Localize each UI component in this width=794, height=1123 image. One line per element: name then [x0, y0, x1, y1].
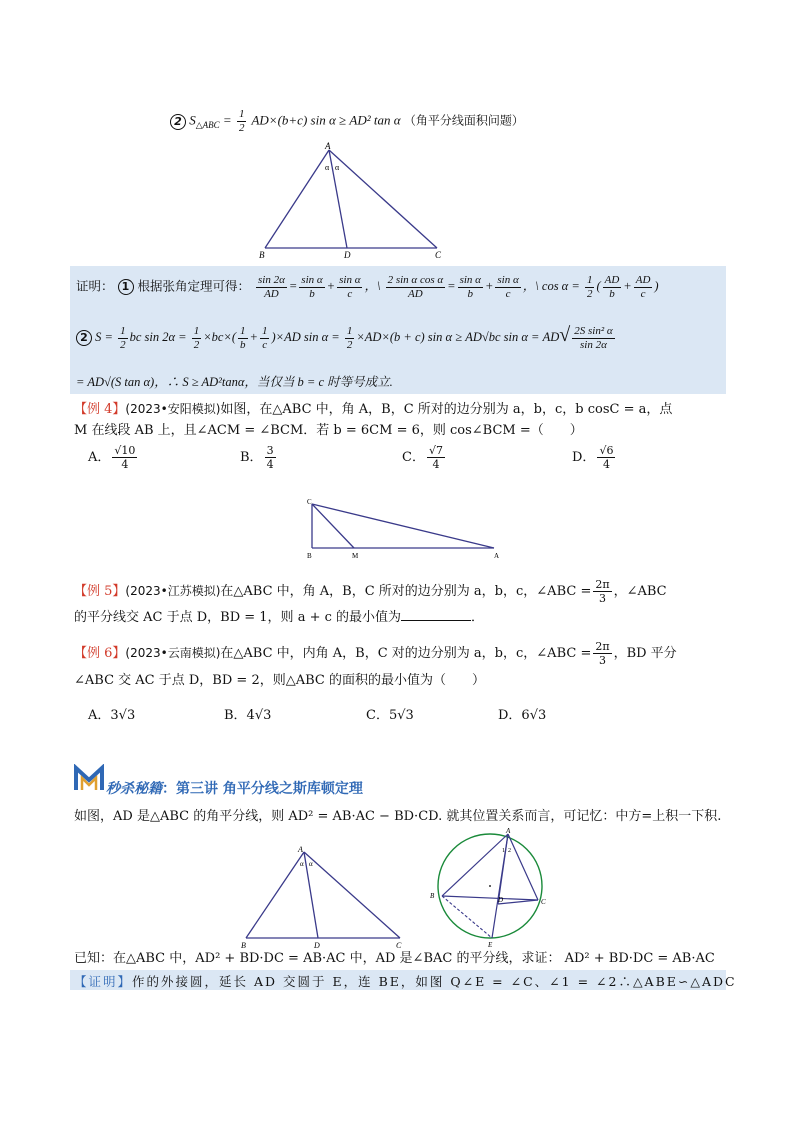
option-a-6[interactable]: A．3√3: [88, 708, 136, 723]
proof-line-1: 证明： 1 根据张角定理可得： $\frac{\sin 2\alpha}{AD}$ = $\frac{\text{sin α}}{b}$ + $\frac{\text{sin α}}{c}$ ，\ $\frac{\text{2 sin α cos α}}{AD}$ = $\frac{\text{sin α}}{b}$ + $\frac{\text{sin α}}{c}$ ，\ cos α = $\frac{1}{2}$ ( $\frac{AD}{b}$ + $\frac{AD}{c}$ ): [76, 274, 659, 300]
triangle-bisector-figure-2: [238, 840, 410, 952]
half-fraction: $\frac{1}{2}$: [238, 108, 245, 134]
option-b-6[interactable]: B．4√3: [224, 708, 272, 723]
option-c-6[interactable]: C．5√3: [366, 708, 414, 723]
example-4-line-2: M 在线段 AB 上，且∠ACM = ∠BCM．若 b = 6CM = 6，则 cos∠BCM =（ ）: [74, 423, 583, 438]
label-alpha-l3: α: [300, 860, 304, 868]
label-A3: A: [298, 845, 303, 854]
triangle-cm-figure: [302, 496, 508, 564]
label-A2: A: [494, 552, 500, 560]
proof-box: [70, 266, 726, 394]
label-A4: A: [506, 827, 511, 835]
option-a[interactable]: A． $\frac{√10}{4}$: [88, 444, 136, 471]
label-alpha-right: α: [335, 163, 340, 172]
label-C3: C: [396, 941, 402, 950]
label-D: D: [344, 250, 351, 260]
stewart-proof-band: [70, 970, 737, 990]
label-B: B: [259, 250, 265, 260]
example-6-options: [88, 704, 648, 724]
circled-one-icon: 1: [118, 279, 134, 295]
example-4-options: [88, 444, 728, 480]
area-formula: 2 $S_{\triangle ABC}$ = $\frac{1}{2}$ AD×(b+c) sin α ≥ AD² tan α （角平分线面积问题）: [170, 108, 524, 135]
label-C: C: [435, 250, 442, 260]
example-5-line-1: 【例 5】(2023•江苏模拟)在△ABC 中，角 A，B，C 所对的边分别为 a，b，c，∠ABC = $\frac{2\pi}{3}$ ，∠ABC: [74, 578, 667, 605]
option-b[interactable]: B． $\frac{3}{4}$: [240, 444, 274, 471]
section-title-text: 秒杀秘籍：第三讲 角平分线之斯库顿定理: [106, 781, 363, 797]
label-alpha-left: α: [325, 163, 330, 172]
option-c[interactable]: C． $\frac{√7}{4}$: [402, 444, 443, 471]
stewart-proof-line: 【证明】作的外接圆，延长 AD 交圆于 E，连 BE，如图 Q∠E = ∠C、∠1 = ∠2∴△ABE∽△ADC: [74, 974, 737, 989]
label-two: 2: [508, 848, 511, 854]
stewart-given: 已知：在△ABC 中，AD² + BD·DC = AB·AC 中，AD 是∠BAC 的平分线，求证： AD² + BD·DC = AB·AC: [74, 951, 715, 966]
label-E4: E: [488, 941, 493, 949]
stewart-intro: 如图，AD 是△ABC 的角平分线，则 AD² = AB·AC − BD·CD. 就其位置关系而言，可记忆：中方=上积一下积.: [74, 809, 722, 824]
circled-two-icon-proof: 2: [76, 330, 92, 346]
circled-two-icon: 2: [170, 114, 186, 130]
label-D3: D: [314, 941, 320, 950]
label-B3: B: [241, 941, 246, 950]
label-C4: C: [541, 898, 546, 906]
example-5-line-2: 的平分线交 AC 于点 D，BD = 1，则 a + c 的最小值为 ．: [74, 610, 485, 625]
circumcircle-figure: [426, 826, 556, 950]
label-B4: B: [430, 892, 435, 900]
example-6-line-2: ∠ABC 交 AC 于点 D，BD = 2，则△ABC 的面积的最小值为（ ）: [74, 673, 485, 688]
label-alpha-r3: α: [309, 860, 313, 868]
option-d[interactable]: D． $\frac{√6}{4}$: [572, 444, 614, 471]
label-C2: C: [307, 498, 312, 506]
example-4-line-1: 【例 4】(2023•安阳模拟)如图，在△ABC 中，角 A，B，C 所对的边分别为 a，b，c，b cosC = a，点: [74, 402, 673, 417]
brand-logo-icon: [74, 764, 104, 792]
label-B2: B: [307, 552, 312, 560]
label-one: 1: [502, 848, 505, 854]
proof-line-2: 2 S = $\frac{1}{2}$ bc sin 2α = $\frac{1}{2}$ ×bc×( $\frac{1}{b}$ + $\frac{1}{c}$ )×AD sin α = $\frac{1}{2}$ ×AD×(b + c) sin α ≥ AD√bc sin α = AD√ $\frac{\text{2S sin² α}}{\sin 2\alpha}$: [76, 324, 617, 352]
answer-blank[interactable]: [401, 608, 471, 621]
label-M2: M: [352, 552, 359, 560]
label-D4: D: [498, 896, 504, 904]
example-6-line-1: 【例 6】(2023•云南模拟)在△ABC 中，内角 A，B，C 对的边分别为 a，b，c，∠ABC = $\frac{2\pi}{3}$ ，BD 平分: [74, 640, 677, 667]
proof-line-3: = AD√(S tan α)，∴ S ≥ AD²tanα，当仅当 b = c 时等号成立.: [76, 375, 393, 389]
triangle-bisector-figure-1: [255, 140, 455, 262]
label-A: A: [325, 141, 331, 151]
option-d-6[interactable]: D．6√3: [498, 708, 547, 723]
